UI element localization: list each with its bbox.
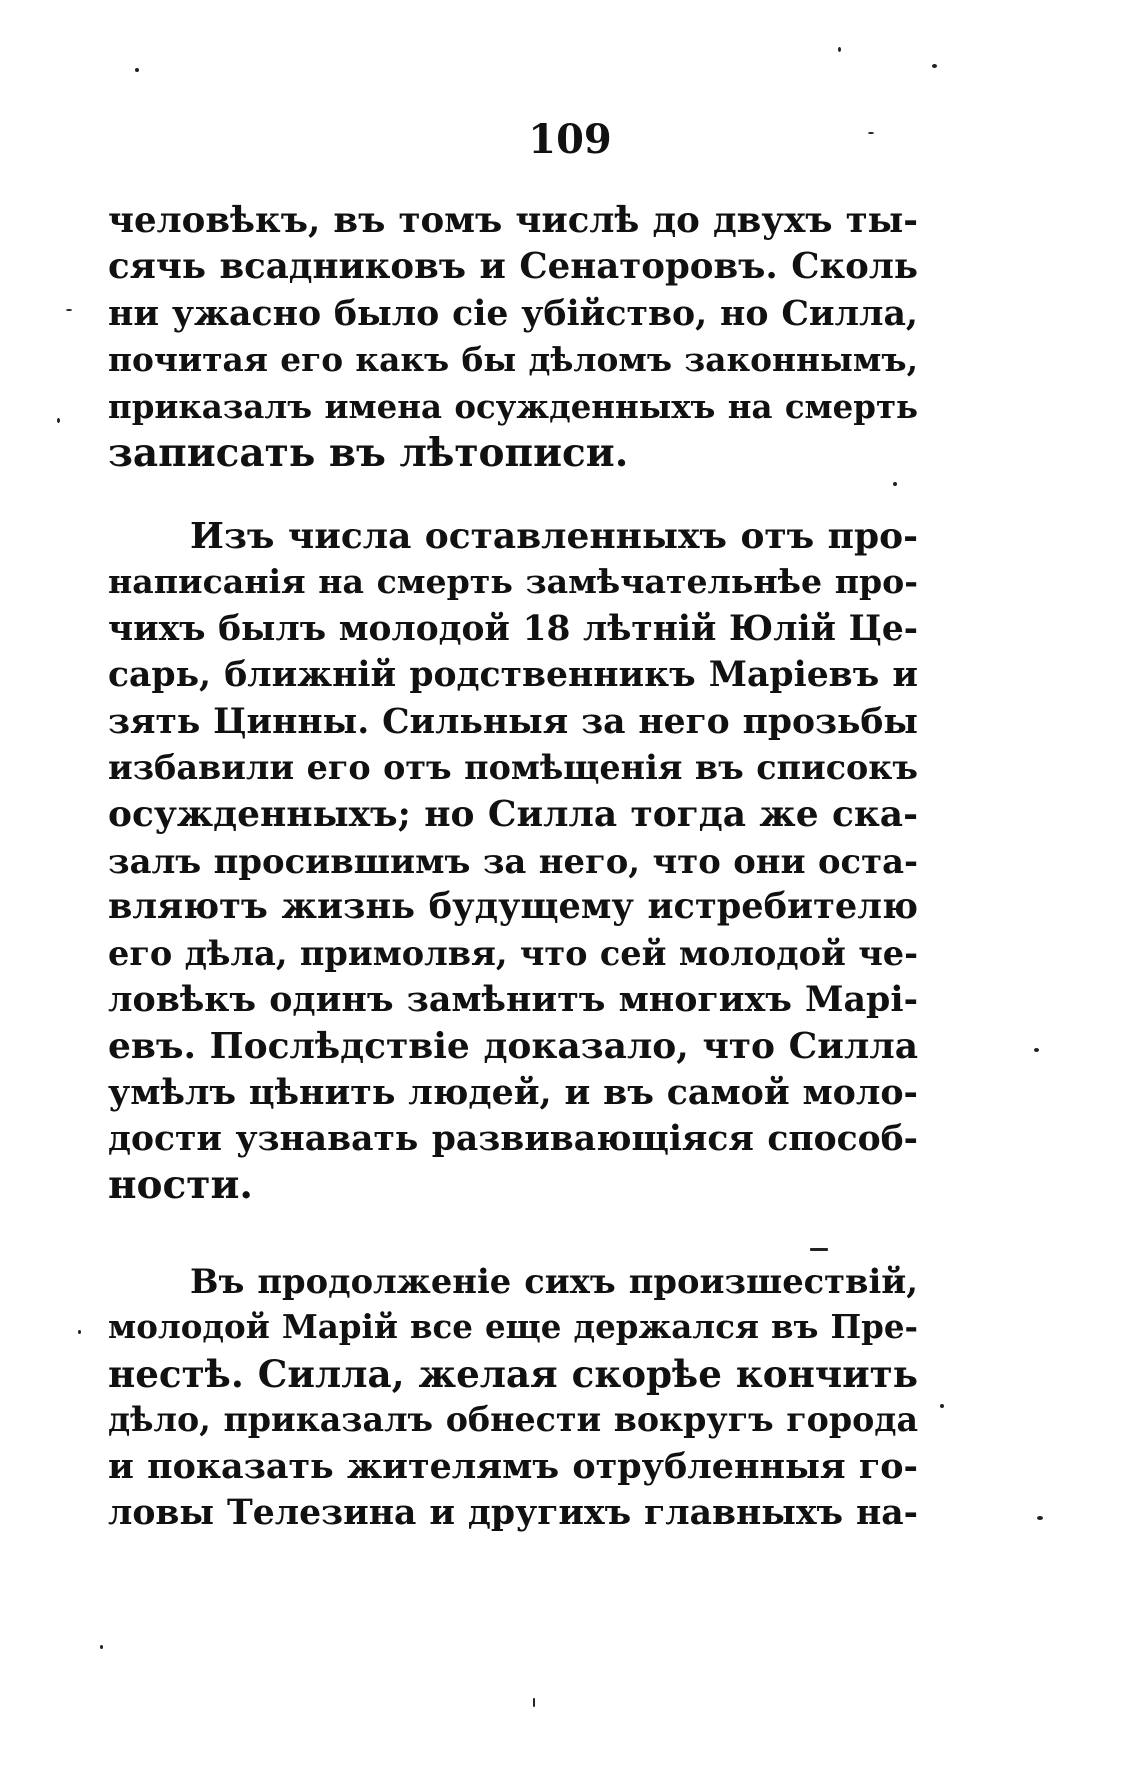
scan-speck bbox=[1037, 1516, 1043, 1520]
paragraph-1 bbox=[108, 198, 918, 476]
text-line: почитая его какъ бы дѣломъ законнымъ, bbox=[108, 340, 918, 380]
text-line: его дѣла, примолвя, что сей молодой че- bbox=[108, 933, 918, 973]
text-line: вляютъ жизнь будущему истребителю bbox=[108, 886, 918, 928]
scan-speck bbox=[57, 418, 60, 423]
text-line: Въ продолженіе сихъ произшествій, bbox=[190, 1261, 918, 1301]
text-line: залъ просившимъ за него, что они оста- bbox=[108, 840, 918, 881]
text-line: и показать жителямъ отрубленныя го- bbox=[108, 1445, 918, 1487]
text-line: сарь, ближній родственникъ Маріевъ и bbox=[108, 655, 918, 696]
scan-speck bbox=[78, 1330, 81, 1334]
text-line: чихъ былъ молодой 18 лѣтній Юлій Це- bbox=[108, 608, 918, 649]
text-line: ности. bbox=[108, 1162, 253, 1209]
text-line: записать въ лѣтописи. bbox=[108, 429, 629, 476]
scan-speck bbox=[100, 1645, 103, 1649]
text-line: нестѣ. Силла, желая скорѣе кончить bbox=[108, 1351, 918, 1396]
text-line: евъ. Послѣдствіе доказало, что Силла bbox=[108, 1025, 918, 1068]
paragraph-3 bbox=[108, 1258, 918, 1536]
text-line: дости узнавать развивающіяся способ- bbox=[108, 1119, 918, 1160]
scan-speck bbox=[1034, 1048, 1039, 1052]
scan-speck bbox=[810, 1248, 828, 1251]
page-number: 109 bbox=[528, 116, 612, 163]
paragraph-2 bbox=[108, 513, 918, 1209]
scan-speck bbox=[893, 482, 897, 486]
text-line: написанія на смерть замѣчательнѣе про- bbox=[108, 562, 918, 602]
text-line: ловы Телезина и другихъ главныхъ на- bbox=[108, 1492, 918, 1533]
text-line: ни ужасно было сіе убійство, но Силла, bbox=[108, 292, 918, 334]
text-line: зять Цинны. Сильныя за него прозьбы bbox=[108, 701, 918, 742]
text-line: Изъ числа оставленныхъ отъ про- bbox=[190, 515, 918, 557]
text-line: человѣкъ, въ томъ числѣ до двухъ ты- bbox=[108, 200, 918, 241]
scan-speck bbox=[838, 47, 841, 52]
text-line: осужденныхъ; но Силла тогда же ска- bbox=[108, 793, 918, 836]
text-line: избавили его отъ помѣщенія въ списокъ bbox=[108, 747, 918, 787]
scan-speck bbox=[932, 64, 937, 68]
text-line: дѣло, приказалъ обнести вокругъ города bbox=[108, 1400, 918, 1440]
text-line: умѣлъ цѣнить людей, и въ самой моло- bbox=[108, 1071, 918, 1113]
scan-speck bbox=[868, 132, 874, 134]
text-line: ловѣкъ одинъ замѣнитъ многихъ Марі- bbox=[108, 978, 918, 1020]
text-line: сячь всадниковъ и Сенаторовъ. Сколь bbox=[108, 246, 918, 288]
scan-speck bbox=[533, 1698, 535, 1707]
text-line: приказалъ имена осужденныхъ на смерть bbox=[108, 387, 918, 426]
scan-speck bbox=[940, 1404, 944, 1408]
scan-speck bbox=[135, 68, 139, 72]
text-line: молодой Марій все еще держался въ Пре- bbox=[108, 1308, 918, 1347]
scan-speck bbox=[66, 309, 72, 311]
